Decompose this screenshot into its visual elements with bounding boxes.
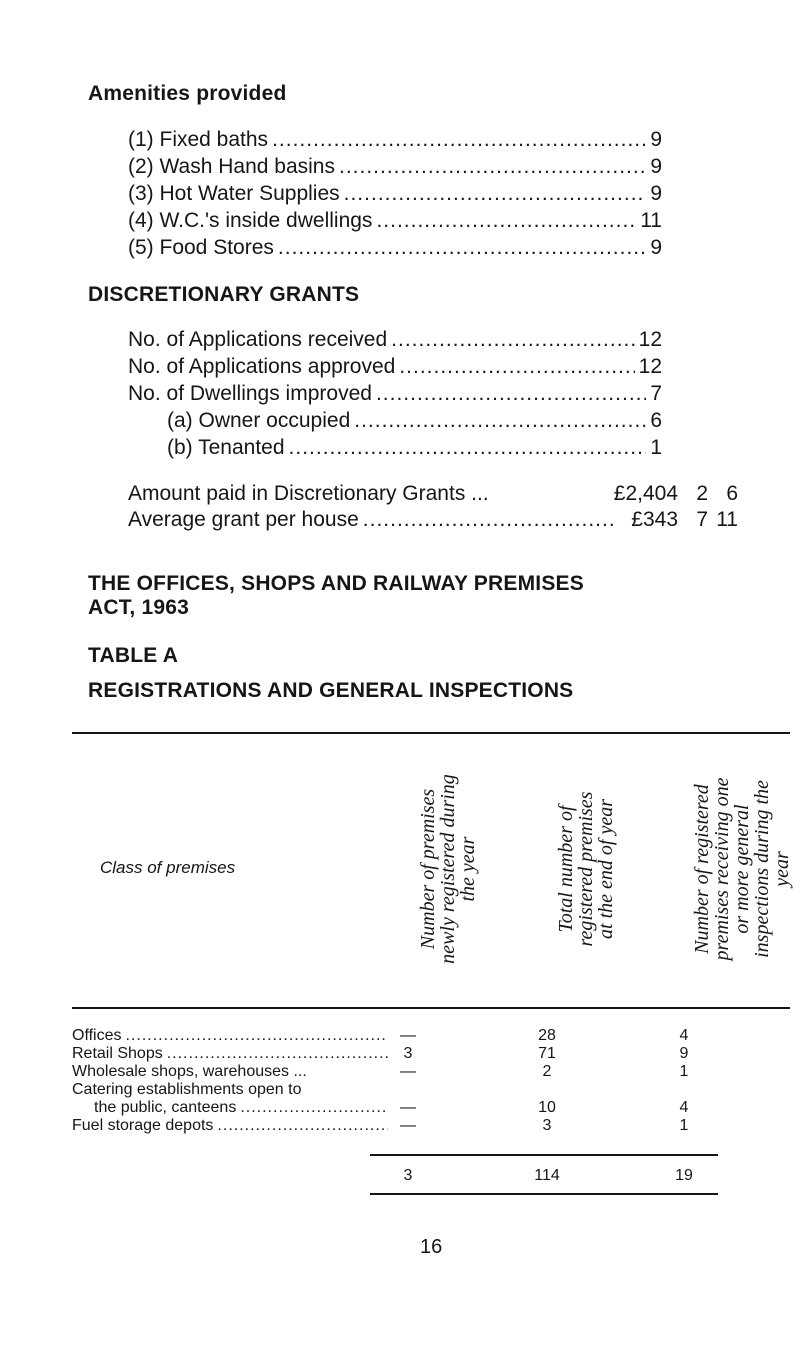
amount-pence: 6 — [726, 482, 738, 505]
amenity-row — [128, 182, 662, 206]
amenity-row — [128, 209, 662, 233]
amenity-label: (3) Hot Water Supplies — [128, 182, 340, 205]
col-total-registered-header — [556, 738, 616, 1000]
header-line: registered premises — [575, 791, 597, 947]
grant-value: 12 — [638, 355, 662, 378]
amenity-label: (4) W.C.'s inside dwellings — [128, 209, 373, 232]
act-title-line1: THE OFFICES, SHOPS AND RAILWAY PREMISES — [88, 572, 584, 595]
row-label: Retail Shops — [72, 1045, 163, 1062]
amenity-label: (1) Fixed baths — [128, 128, 269, 151]
cell-inspected: 9 — [679, 1045, 689, 1062]
leader-dots — [376, 209, 636, 233]
cell-inspected: 1 — [679, 1117, 689, 1134]
header-line: Number of premises — [417, 788, 439, 950]
total-inspected: 19 — [675, 1167, 693, 1184]
col-newly-registered-header — [418, 738, 478, 1000]
leader-dots — [344, 182, 647, 206]
amenity-label: (5) Food Stores — [128, 236, 274, 259]
row-label: Catering establishments open to — [72, 1081, 302, 1098]
amount-shillings: 7 — [696, 508, 708, 531]
amenities-heading: Amenities provided — [88, 82, 287, 105]
table-title: REGISTRATIONS AND GENERAL INSPECTIONS — [88, 679, 574, 702]
leader-dots — [363, 508, 614, 532]
grant-label: (a) Owner occupied — [167, 409, 351, 432]
cell-total: 10 — [538, 1099, 556, 1116]
grants-heading: DISCRETIONARY GRANTS — [88, 283, 360, 306]
grant-label: No. of Applications received — [128, 328, 388, 351]
leader-dots — [289, 436, 647, 460]
amount-row — [128, 508, 738, 532]
totals-top-rule — [370, 1154, 718, 1156]
amount-label: Amount paid in Discretionary Grants ... — [128, 482, 489, 505]
page-number: 16 — [420, 1236, 443, 1258]
grant-value: 12 — [638, 328, 662, 351]
cell-new: 3 — [403, 1045, 413, 1062]
cell-new: — — [400, 1027, 416, 1044]
cell-new: — — [400, 1099, 416, 1116]
header-line: Total number of — [555, 805, 577, 933]
amount-row — [128, 482, 738, 506]
header-line: Number of registered — [691, 784, 713, 954]
table-header-rule — [72, 1007, 790, 1009]
header-line: inspections during the — [751, 780, 773, 958]
grant-row — [128, 382, 662, 406]
col-inspected-header — [692, 738, 792, 1000]
grant-value: 7 — [650, 382, 662, 405]
leader-dots — [278, 236, 646, 260]
leader-dots — [354, 409, 646, 433]
cell-new: — — [400, 1117, 416, 1134]
leader-dots — [272, 128, 646, 152]
cell-inspected: 4 — [679, 1027, 689, 1044]
amount-label: Average grant per house — [128, 508, 359, 531]
amenity-value: 9 — [650, 236, 662, 259]
row-label: the public, canteens — [94, 1099, 237, 1116]
amount-pounds: £343 — [631, 508, 678, 531]
header-line: year — [771, 851, 793, 887]
leader-dots — [391, 328, 634, 352]
leader-dots — [376, 382, 646, 406]
amount-pounds: £2,404 — [613, 482, 678, 505]
cell-inspected: 4 — [679, 1099, 689, 1116]
row-label: Fuel storage depots — [72, 1117, 214, 1134]
grant-label: No. of Dwellings improved — [128, 382, 372, 405]
grant-row — [128, 328, 662, 352]
grant-value: 1 — [650, 436, 662, 459]
totals-bottom-rule — [370, 1193, 718, 1195]
grant-label: No. of Applications approved — [128, 355, 396, 378]
act-title-line2: ACT, 1963 — [88, 596, 190, 619]
amount-pence: 11 — [716, 508, 738, 531]
cell-total: 3 — [542, 1117, 552, 1134]
total-new: 3 — [403, 1167, 413, 1184]
header-line: the year — [457, 836, 479, 902]
amenity-value: 9 — [650, 128, 662, 151]
amenity-row — [128, 155, 662, 179]
table-top-rule — [72, 732, 790, 734]
grant-value: 6 — [650, 409, 662, 432]
cell-total: 71 — [538, 1045, 556, 1062]
table-label: TABLE A — [88, 644, 179, 667]
row-label: Wholesale shops, warehouses ... — [72, 1063, 307, 1080]
leader-dots — [399, 355, 634, 379]
header-line: premises receiving one — [711, 777, 733, 961]
grant-row — [167, 436, 662, 460]
grant-row — [167, 409, 662, 433]
amenity-value: 9 — [650, 155, 662, 178]
amenity-label: (2) Wash Hand basins — [128, 155, 335, 178]
cell-new: — — [400, 1063, 416, 1080]
header-line: newly registered during — [437, 774, 459, 964]
grant-label: (b) Tenanted — [167, 436, 285, 459]
header-line: at the end of year — [595, 799, 617, 939]
total-total: 114 — [534, 1167, 560, 1184]
cell-inspected: 1 — [679, 1063, 689, 1080]
cell-total: 28 — [538, 1027, 556, 1044]
amenity-row — [128, 236, 662, 260]
amenity-value: 9 — [650, 182, 662, 205]
leader-dots — [339, 155, 646, 179]
cell-total: 2 — [542, 1063, 552, 1080]
amenity-value: 11 — [640, 209, 662, 232]
class-of-premises-header: Class of premises — [100, 858, 236, 877]
amenity-row — [128, 128, 662, 152]
header-line: or more general — [731, 804, 753, 934]
amount-shillings: 2 — [696, 482, 708, 505]
row-label: Offices — [72, 1027, 122, 1044]
grant-row — [128, 355, 662, 379]
